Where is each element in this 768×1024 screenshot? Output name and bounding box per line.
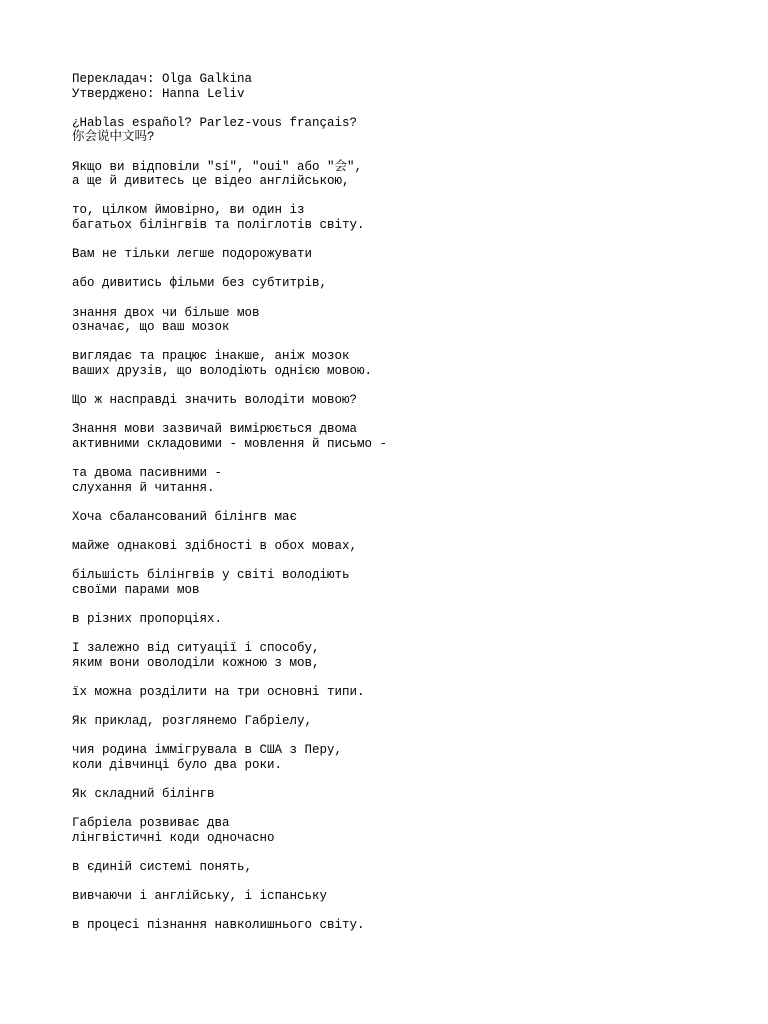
transcript-paragraph — [72, 72, 732, 101]
transcript-line: означає, що ваш мозок — [72, 320, 230, 335]
transcript-line: коли дівчинці було два роки. — [72, 757, 283, 772]
transcript-line: Як приклад, розглянемо Габріелу, — [72, 714, 313, 729]
transcript-line: більшість білінгвів у світі володіють — [72, 568, 350, 583]
transcript-line: майже однакові здібності в обох мовах, — [72, 539, 358, 553]
transcript-paragraph — [72, 306, 732, 335]
transcript-paragraph — [72, 641, 732, 670]
transcript-line: багатьох білінгвів та поліглотів світу. — [72, 217, 365, 232]
transcript-paragraph — [72, 422, 732, 451]
transcript-line: їх можна розділити на три основні типи. — [72, 684, 365, 699]
transcript-paragraph — [72, 889, 732, 904]
transcript-line: слухання й читання. — [72, 480, 215, 495]
transcript-line: а ще й дивитесь це відео англійською, — [72, 174, 350, 189]
transcript-page — [72, 72, 732, 948]
transcript-paragraph — [72, 203, 732, 232]
transcript-line: то, цілком ймовірно, ви один із — [72, 203, 305, 218]
transcript-line: Що ж насправді значить володіти мовою? — [72, 393, 358, 408]
transcript-paragraph — [72, 816, 732, 845]
transcript-line: лінгвістичні коди одночасно — [72, 830, 275, 845]
transcript-line: Якщо ви відповіли "sí", "oui" або "会", — [72, 159, 363, 174]
transcript-line: Вам не тільки легше подорожувати — [72, 247, 313, 262]
transcript-paragraph — [72, 116, 732, 145]
transcript-line: Перекладач: Olga Galkina — [72, 72, 253, 86]
transcript-paragraph — [72, 685, 732, 700]
transcript-paragraph — [72, 510, 732, 525]
transcript-line: ваших друзів, що володіють однією мовою. — [72, 363, 373, 378]
transcript-paragraph — [72, 714, 732, 729]
transcript-line: Габріела розвиває два — [72, 816, 230, 831]
transcript-line: або дивитись фільми без субтитрів, — [72, 276, 328, 291]
transcript-line: активними складовими - мовлення й письмо - — [72, 436, 388, 451]
transcript-paragraph — [72, 247, 732, 262]
transcript-paragraph — [72, 466, 732, 495]
transcript-line: знання двох чи більше мов — [72, 305, 260, 320]
transcript-line: Знання мови зазвичай вимірюється двома — [72, 422, 358, 437]
transcript-paragraph — [72, 276, 732, 291]
transcript-paragraph — [72, 539, 732, 554]
transcript-paragraph — [72, 568, 732, 597]
transcript-line: яким вони оволоділи кожною з мов, — [72, 655, 320, 670]
transcript-paragraph — [72, 860, 732, 875]
transcript-paragraph — [72, 918, 732, 933]
transcript-paragraph — [72, 393, 732, 408]
transcript-line: Хоча сбалансований білінгв має — [72, 509, 298, 524]
transcript-line: І залежно від ситуації і способу, — [72, 641, 320, 656]
transcript-line: 你会说中文吗? — [72, 130, 155, 145]
transcript-paragraph — [72, 787, 732, 802]
transcript-paragraph — [72, 349, 732, 378]
transcript-line: вивчаючи і англійську, і іспанську — [72, 889, 328, 904]
transcript-line: ¿Hablas español? Parlez-vous français? — [72, 115, 358, 130]
transcript-line: Утверджено: Hanna Leliv — [72, 86, 245, 101]
transcript-line: в єдиній системі понять, — [72, 860, 253, 875]
transcript-paragraph — [72, 612, 732, 627]
transcript-line: в процесі пізнання навколишнього світу. — [72, 918, 365, 933]
transcript-line: та двома пасивними - — [72, 466, 223, 481]
transcript-line: в різних пропорціях. — [72, 611, 223, 626]
transcript-line: чия родина іммігрувала в США з Перу, — [72, 743, 343, 758]
transcript-paragraph — [72, 160, 732, 189]
transcript-line: Як складний білінгв — [72, 787, 215, 802]
transcript-paragraph — [72, 743, 732, 772]
transcript-line: своїми парами мов — [72, 582, 200, 597]
transcript-line: виглядає та працює інакше, аніж мозок — [72, 349, 350, 364]
